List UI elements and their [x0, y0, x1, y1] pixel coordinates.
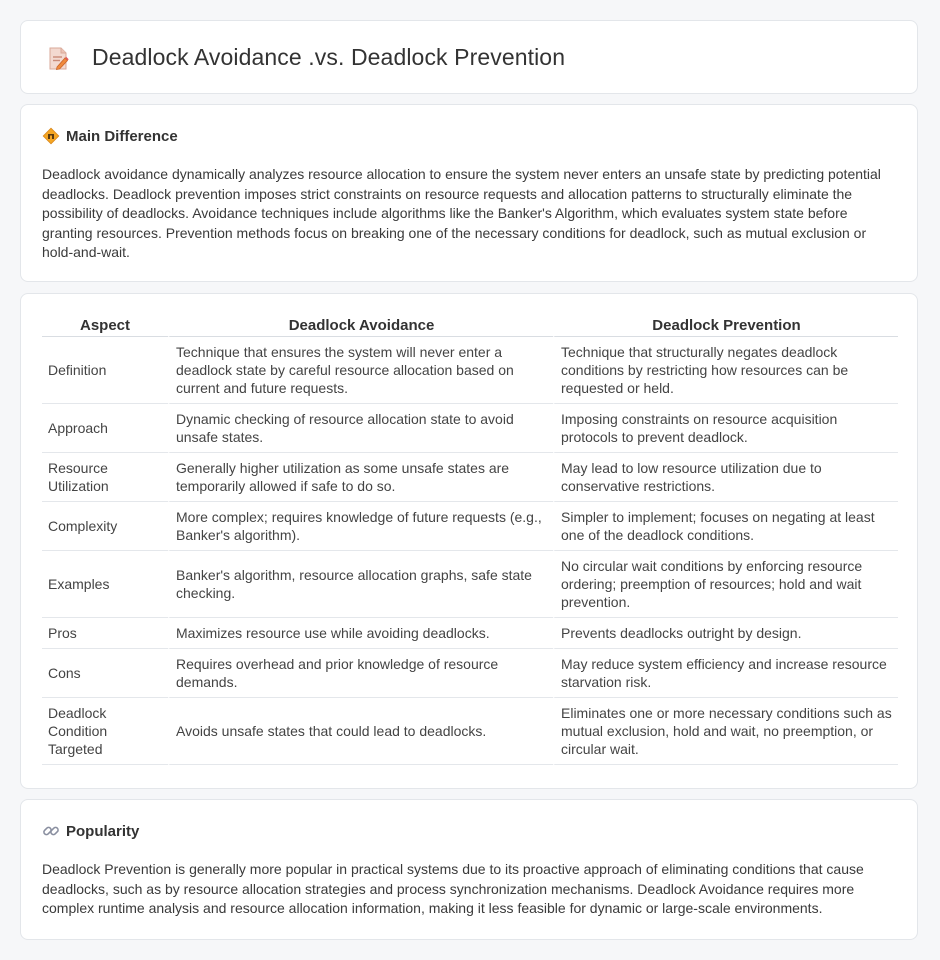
- document-edit-icon: [47, 47, 69, 71]
- table-row: [42, 618, 898, 649]
- aspect-cell: Deadlock Condition Targeted: [42, 698, 168, 765]
- table-row: [42, 337, 898, 404]
- prevention-cell: Prevents deadlocks outright by design.: [553, 618, 898, 649]
- title-card: [20, 20, 918, 94]
- table-row: [42, 551, 898, 618]
- table-row: [42, 453, 898, 502]
- main-difference-text: Deadlock avoidance dynamically analyzes resource allocation to ensure the system never enters an unsafe state by predicting potential deadlocks. Deadlock prevention imposes strict constraints on resource requests and allocation patterns to structurally eliminate the possibility of deadlocks. Avoidance techniques include algorithms like the Banker's Algorithm, which evaluates system state before granting resources. Prevention methods focus on breaking one of the necessary conditions for deadlock, such as mutual exclusion or hold-and-wait.: [42, 166, 881, 261]
- prevention-cell: No circular wait conditions by enforcing resource ordering; preemption of resources; hold and wait prevention.: [553, 551, 898, 618]
- prevention-cell: May lead to low resource utilization due to conservative restrictions.: [553, 453, 898, 502]
- avoidance-cell: Technique that ensures the system will never enter a deadlock state by careful resource allocation based on current and future requests.: [168, 337, 553, 404]
- aspect-cell: Approach: [42, 404, 168, 453]
- prevention-cell: Simpler to implement; focuses on negating at least one of the deadlock conditions.: [553, 502, 898, 551]
- main-difference-card: [20, 104, 918, 282]
- table-row: [42, 404, 898, 453]
- table-header-row: [42, 316, 898, 337]
- avoidance-cell: Generally higher utilization as some unsafe states are temporarily allowed if safe to do so.: [168, 453, 553, 502]
- aspect-cell: Examples: [42, 551, 168, 618]
- prevention-cell: May reduce system efficiency and increase resource starvation risk.: [553, 649, 898, 698]
- avoidance-cell: Requires overhead and prior knowledge of resource demands.: [168, 649, 553, 698]
- avoidance-cell: Avoids unsafe states that could lead to deadlocks.: [168, 698, 553, 765]
- table-row: [42, 649, 898, 698]
- aspect-cell: Cons: [42, 649, 168, 698]
- prevention-cell: Technique that structurally negates deadlock conditions by restricting how resources can be requested or held.: [553, 337, 898, 404]
- table-row: [42, 502, 898, 551]
- column-header-aspect: Aspect: [42, 316, 168, 337]
- aspect-cell: Resource Utilization: [42, 453, 168, 502]
- column-header-prevention: Deadlock Prevention: [553, 316, 898, 337]
- avoidance-cell: Banker's algorithm, resource allocation graphs, safe state checking.: [168, 551, 553, 618]
- popularity-card: [20, 799, 918, 940]
- avoidance-cell: Maximizes resource use while avoiding deadlocks.: [168, 618, 553, 649]
- avoidance-cell: Dynamic checking of resource allocation state to avoid unsafe states.: [168, 404, 553, 453]
- popularity-heading: Popularity: [66, 822, 140, 840]
- comparison-card: [20, 293, 918, 789]
- table-row: [42, 698, 898, 765]
- prevention-cell: Imposing constraints on resource acquisition protocols to prevent deadlock.: [553, 404, 898, 453]
- aspect-cell: Pros: [42, 618, 168, 649]
- aspect-cell: Complexity: [42, 502, 168, 551]
- prevention-cell: Eliminates one or more necessary conditions such as mutual exclusion, hold and wait, no preemption, or circular wait.: [553, 698, 898, 765]
- popularity-text: Deadlock Prevention is generally more popular in practical systems due to its proactive approach of eliminating conditions that cause deadlocks, such as by resource allocation strategies and process synchronization mechanisms. Deadlock Avoidance requires more complex runtime analysis and resource allocation information, making it less feasible for dynamic or large-scale environments.: [42, 861, 864, 917]
- aspect-cell: Definition: [42, 337, 168, 404]
- popularity-heading-row: [42, 822, 139, 840]
- main-difference-heading: Main Difference: [66, 127, 178, 145]
- avoidance-cell: More complex; requires knowledge of future requests (e.g., Banker's algorithm).: [168, 502, 553, 551]
- link-icon: [42, 822, 60, 840]
- diamond-sign-icon: [42, 127, 60, 145]
- main-difference-heading-row: [42, 127, 178, 145]
- page-title: Deadlock Avoidance .vs. Deadlock Prevention: [92, 44, 566, 70]
- column-header-avoidance: Deadlock Avoidance: [168, 316, 553, 337]
- comparison-table: [42, 316, 898, 765]
